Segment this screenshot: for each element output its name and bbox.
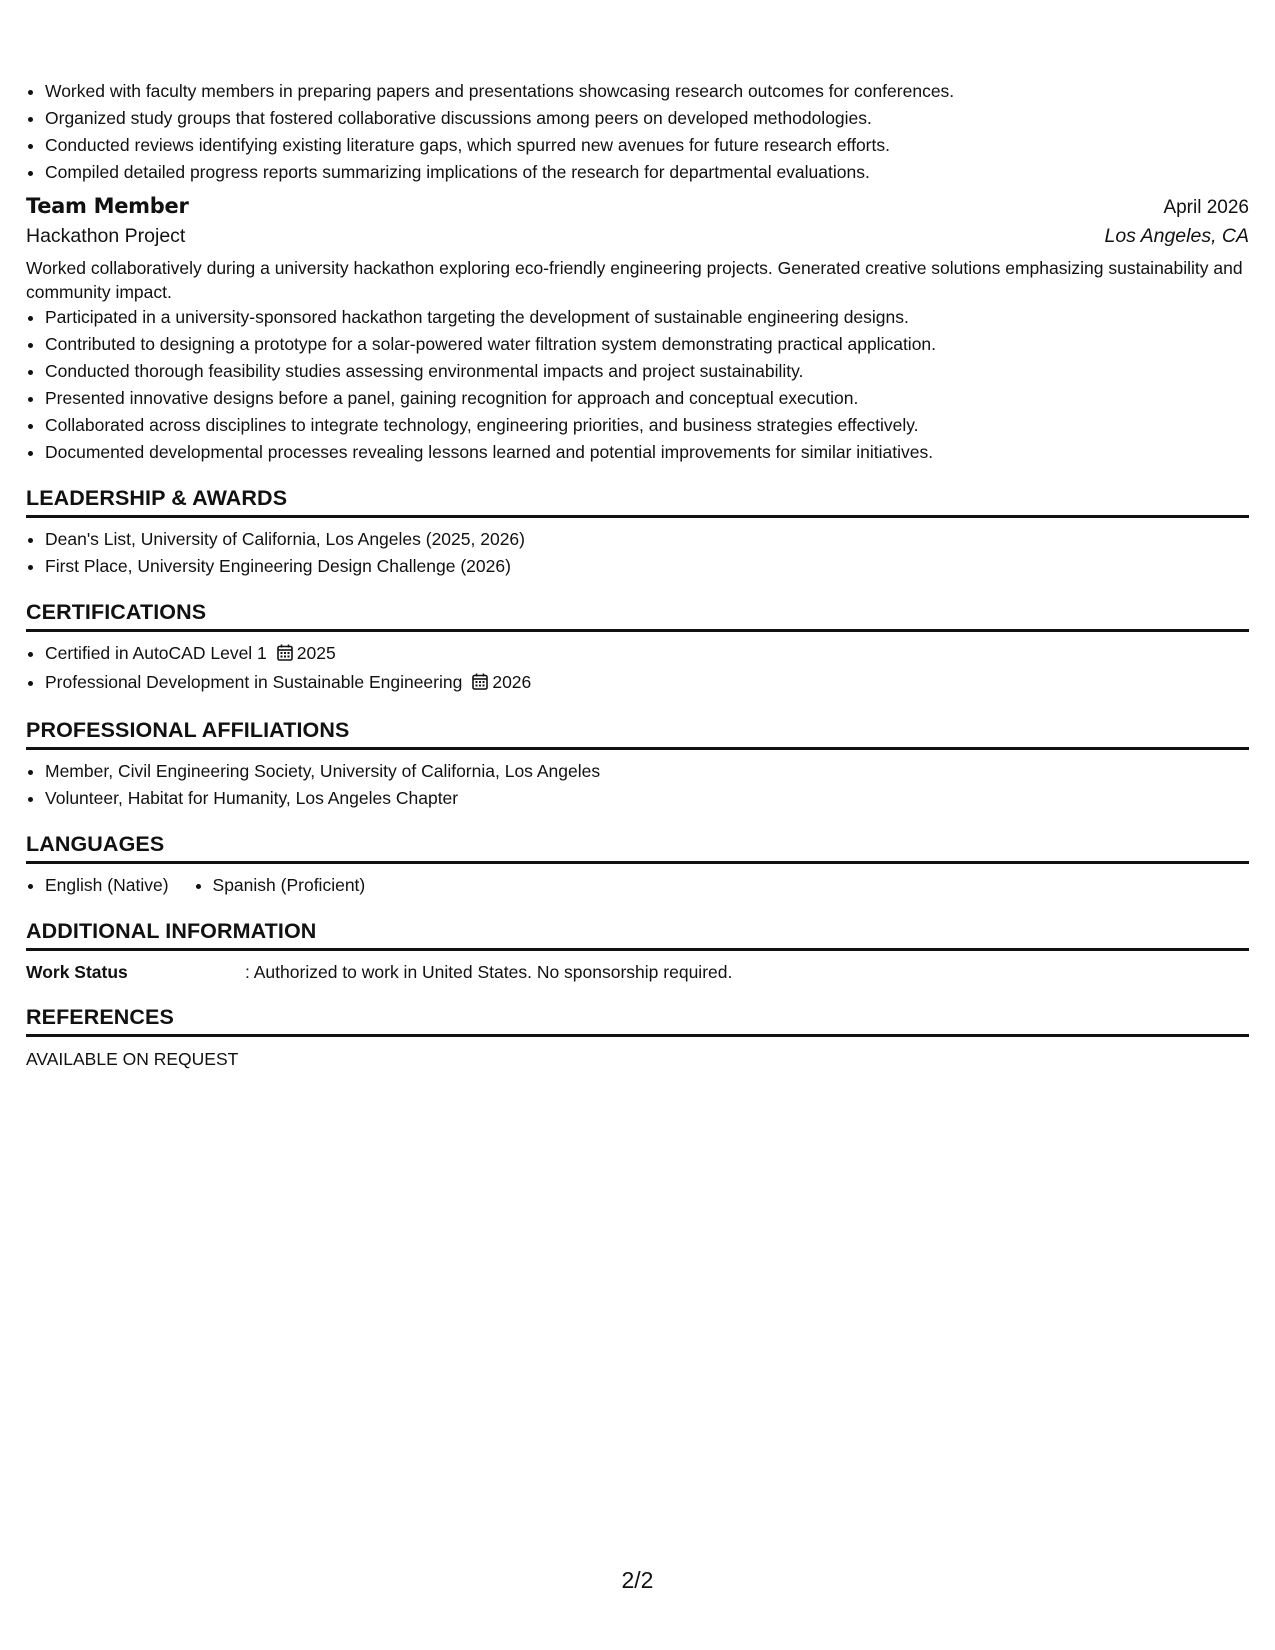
role-organization: Hackathon Project (26, 225, 186, 247)
role-location: Los Angeles, CA (1104, 225, 1249, 247)
list-item (45, 669, 1249, 698)
section-title-leadership: LEADERSHIP & AWARDS (26, 486, 1249, 518)
leadership-list (26, 526, 1249, 580)
section-title-affiliations: PROFESSIONAL AFFILIATIONS (26, 718, 1249, 750)
references-text: AVAILABLE ON REQUEST (26, 1049, 239, 1069)
list-item: • Documented developmental processes revealing lessons learned and potential improvements for similar initiatives. (45, 439, 1249, 466)
role-date: April 2026 (1163, 197, 1249, 218)
list-item: • Presented innovative designs before a panel, gaining recognition for approach and conceptual execution. (45, 385, 1249, 412)
work-status-value: : Authorized to work in United States. No sponsorship required. (245, 962, 733, 982)
list-item: • Worked with faculty members in preparing papers and presentations showcasing research outcomes for conferences. (45, 78, 1249, 105)
list-item: • Compiled detailed progress reports summarizing implications of the research for departmental evaluations. (45, 159, 1249, 186)
list-item: • Spanish (Proficient) (213, 872, 366, 899)
list-item: • Volunteer, Habitat for Humanity, Los Angeles Chapter (45, 785, 1249, 812)
list-item: • Collaborated across disciplines to integrate technology, engineering priorities, and business strategies effectively. (45, 412, 1249, 439)
languages-list (26, 872, 1249, 899)
section-title-languages: LANGUAGES (26, 832, 1249, 864)
list-item (45, 640, 1249, 669)
list-item: • English (Native) (45, 872, 169, 899)
certification-name: Professional Development in Sustainable Engineering (45, 672, 463, 692)
certification-year: 2026 (492, 672, 532, 692)
role-subheader (26, 225, 1249, 248)
certification-year: 2025 (296, 643, 336, 663)
list-item: • Organized study groups that fostered collaborative discussions among peers on developed methodologies. (45, 105, 1249, 132)
role-title: Team Member (26, 194, 189, 218)
role-description: Worked collaboratively during a university hackathon exploring eco-friendly engineering projects. Generated creative solutions emphasizing sustainability and community impact. (26, 258, 1243, 302)
section-title-additional-information: ADDITIONAL INFORMATION (26, 919, 1249, 951)
page-indicator: 2/2 (621, 1567, 654, 1593)
role-bullet-list (26, 304, 1249, 466)
list-item: • Conducted reviews identifying existing literature gaps, which spurred new avenues for future research efforts. (45, 132, 1249, 159)
section-title-certifications: CERTIFICATIONS (26, 600, 1249, 632)
work-status-row (26, 959, 1249, 985)
list-item: • Participated in a university-sponsored hackathon targeting the development of sustainable engineering designs. (45, 304, 1249, 331)
list-item: • Contributed to designing a prototype for a solar-powered water filtration system demonstrating practical application. (45, 331, 1249, 358)
role-header (26, 194, 1249, 219)
list-item: • Dean's List, University of California, Los Angeles (2025, 2026) (45, 526, 1249, 553)
list-item: • Member, Civil Engineering Society, University of California, Los Angeles (45, 758, 1249, 785)
role-entry (26, 194, 1249, 466)
resume-page (26, 78, 1249, 1070)
list-item: • First Place, University Engineering Design Challenge (2026) (45, 553, 1249, 580)
work-status-label: Work Status (26, 962, 128, 982)
section-title-references: REFERENCES (26, 1005, 1249, 1037)
calendar-icon (277, 642, 293, 669)
affiliations-list (26, 758, 1249, 812)
certification-name: Certified in AutoCAD Level 1 (45, 643, 267, 663)
intro-bullet-list (26, 78, 1249, 186)
list-item: • Conducted thorough feasibility studies assessing environmental impacts and project sustainability. (45, 358, 1249, 385)
calendar-icon (472, 671, 488, 698)
certifications-list (26, 640, 1249, 698)
